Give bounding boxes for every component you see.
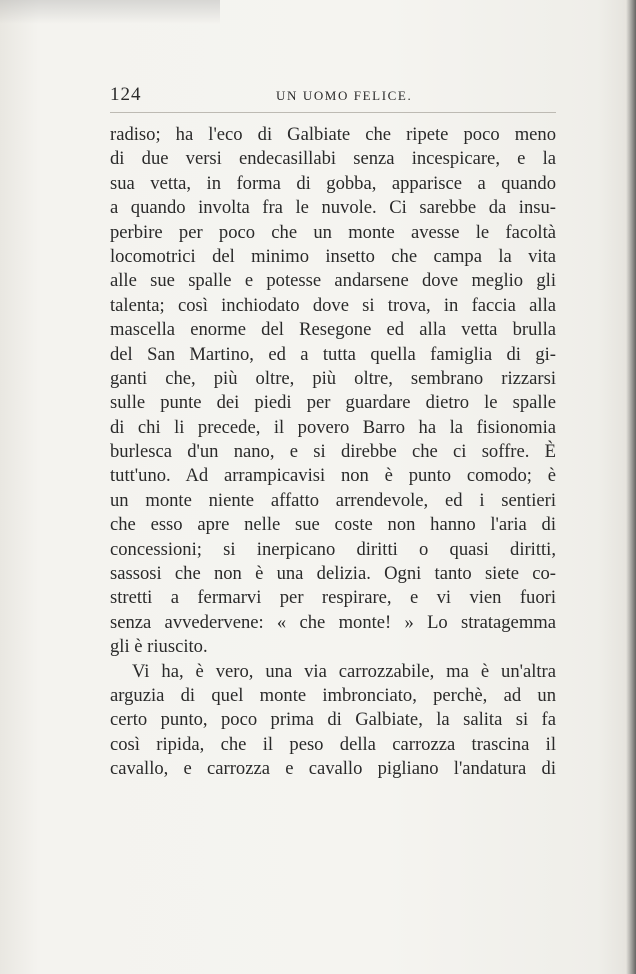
- paragraph-start-line: Vi ha, è vero, una via carrozzabile, ma è un'altra: [132, 660, 556, 682]
- text-line: un monte niente affatto arrendevole, ed i sentieri: [110, 489, 556, 511]
- body-text: [110, 123, 556, 782]
- text-line: del San Martino, ed a tutta quella famiglia di gi-: [110, 343, 556, 365]
- text-line: di due versi endecasillabi senza incespicare, e la: [110, 148, 556, 170]
- text-line: burlesca d'un nano, e si direbbe che ci soffre. È: [110, 441, 556, 463]
- text-line: sassosi che non è una delizia. Ogni tanto siete co-: [110, 563, 556, 585]
- text-line: a quando involta fra le nuvole. Ci sarebbe da insu-: [110, 197, 556, 219]
- text-line: senza avvedervene: « che monte! » Lo stratagemma: [110, 611, 556, 633]
- text-line: tutt'uno. Ad arrampicavisi non è punto comodo; è: [110, 465, 556, 487]
- text-line: ganti che, più oltre, più oltre, sembrano rizzarsi: [110, 367, 556, 389]
- text-line: certo punto, poco prima di Galbiate, la salita si fa: [110, 709, 556, 731]
- text-line: locomotrici del minimo insetto che campa la vita: [110, 245, 556, 267]
- text-line: talenta; così inchiodato dove si trova, in faccia alla: [110, 294, 556, 316]
- text-line: sua vetta, in forma di gobba, apparisce a quando: [110, 172, 556, 194]
- text-line: sulle punte dei piedi per guardare dietro le spalle: [110, 392, 556, 414]
- text-line: così ripida, che il peso della carrozza trascina il: [110, 733, 556, 755]
- running-title: UN UOMO FELICE.: [276, 88, 413, 103]
- text-line: stretti a fermarvi per respirare, e vi vien fuori: [110, 587, 556, 609]
- text-line: concessioni; si inerpicano diritti o quasi diritti,: [110, 538, 556, 560]
- text-line: mascella enorme del Resegone ed alla vetta brulla: [110, 319, 556, 341]
- page-header: [110, 84, 556, 108]
- text-line: arguzia di quel monte imbronciato, perchè, ad un: [110, 684, 556, 706]
- header-rule: [110, 112, 556, 113]
- text-line: radiso; ha l'eco di Galbiate che ripete poco meno: [110, 124, 556, 145]
- top-smudge: [0, 0, 220, 24]
- text-line: perbire per poco che un monte avesse le facoltà: [110, 221, 556, 243]
- page-number: 124: [110, 84, 142, 105]
- text-line: cavallo, e carrozza e cavallo pigliano l'andatura di: [110, 758, 556, 780]
- page-edge-shadow: [626, 0, 636, 974]
- text-line: alle sue spalle e potesse andarsene dove meglio gli: [110, 270, 556, 292]
- text-line: che esso apre nelle sue coste non hanno l'aria di: [110, 514, 556, 536]
- paragraph-end-line: gli è riuscito.: [110, 636, 208, 658]
- text-line: di chi li precede, il povero Barro ha la fisionomia: [110, 416, 556, 438]
